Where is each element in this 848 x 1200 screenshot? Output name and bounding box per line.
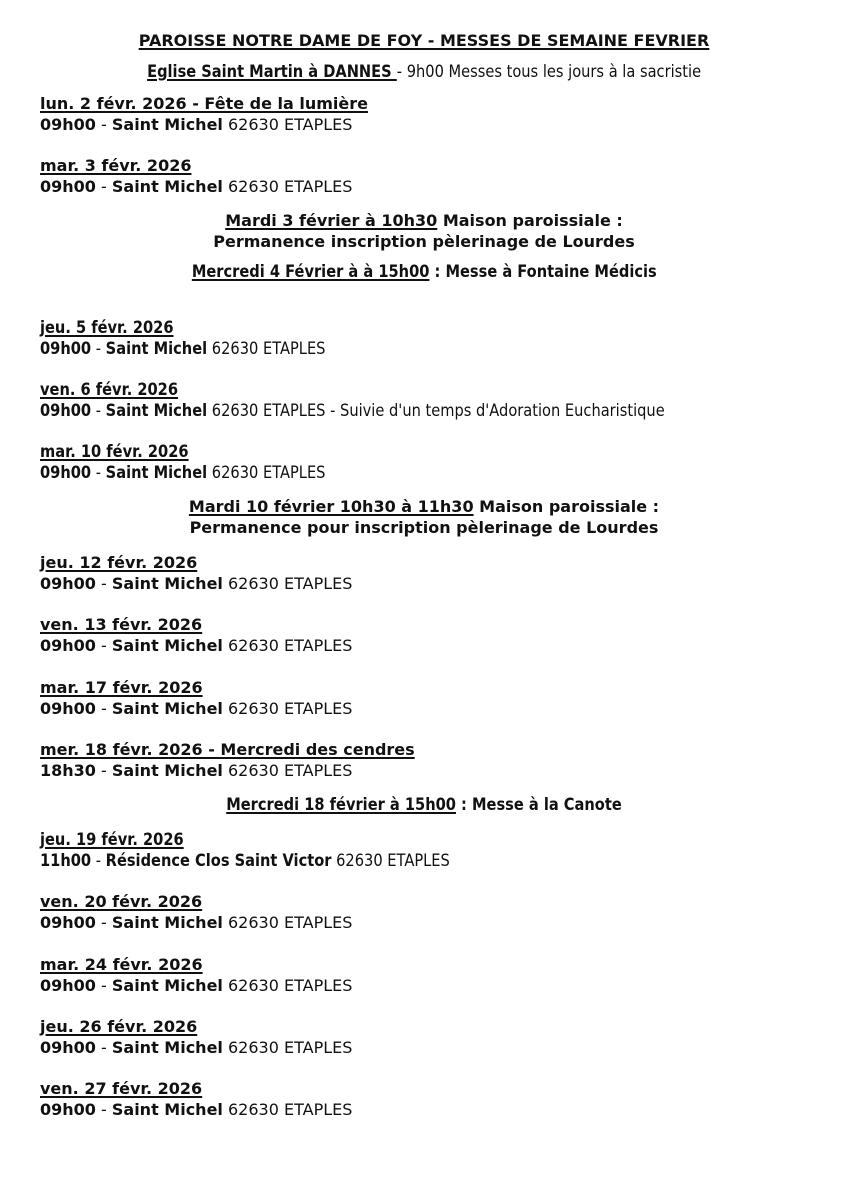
entry-date [40, 740, 415, 760]
announcement-inner [192, 262, 657, 282]
entry-time: 09h00 [40, 1038, 96, 1057]
entry-place: Saint Michel [105, 463, 208, 483]
entry-mass-inner [40, 177, 352, 196]
entry-place: Saint Michel [111, 976, 223, 995]
entry-date-text: lun. 2 févr. 2026 - Fête de la lumière [40, 94, 368, 113]
entry-mass-inner [40, 463, 325, 483]
announcement-1 [0, 211, 848, 231]
entry-place: Saint Michel [111, 699, 223, 718]
entry-separator: - [95, 177, 112, 196]
entry-date-text: ven. 20 févr. 2026 [40, 892, 203, 911]
entry-separator: - [95, 761, 112, 780]
entry-mass-inner [40, 401, 665, 421]
entry-time: 09h00 [40, 574, 96, 593]
entry-city: 62630 ETAPLES [211, 339, 326, 359]
announcement-inner [226, 795, 622, 815]
entry-separator: - [95, 976, 112, 995]
entry-date [40, 442, 213, 462]
entry-date-text: ven. 6 févr. 2026 [40, 380, 179, 400]
entry-city: 62630 ETAPLES [228, 1038, 353, 1057]
entry-date-text: mar. 24 févr. 2026 [40, 955, 203, 974]
entry-mass [40, 574, 352, 594]
entry-separator: - [95, 1038, 112, 1057]
title-text: PAROISSE NOTRE DAME DE FOY - MESSES DE SEMAINE FEVRIER [138, 31, 710, 50]
announcement-text: Permanence inscription pèlerinage de Lourdes [213, 232, 635, 251]
entry-date [40, 1017, 197, 1037]
entry-date-text: mar. 17 févr. 2026 [40, 678, 203, 697]
entry-date [40, 156, 191, 176]
announcement-date: Mardi 10 février 10h30 à 11h30 [188, 497, 474, 516]
entry-mass [40, 913, 352, 933]
entry-date-text: jeu. 5 févr. 2026 [40, 318, 174, 338]
entry-time: 09h00 [40, 636, 96, 655]
entry-city: 62630 ETAPLES [336, 851, 450, 871]
entry-place: Saint Michel [105, 401, 208, 421]
announcement-2 [0, 262, 848, 282]
announcement-text: Maison paroissiale : [473, 497, 660, 516]
entry-time: 18h30 [40, 761, 96, 780]
entry-city: 62630 ETAPLES [211, 401, 326, 421]
entry-city: 62630 ETAPLES [228, 761, 353, 780]
entry-separator: - [95, 699, 112, 718]
entry-place: Saint Michel [111, 177, 223, 196]
entry-date [40, 318, 195, 338]
entry-mass-inner [40, 1100, 352, 1119]
entry-mass [40, 976, 352, 996]
entry-place: Résidence Clos Saint Victor [105, 851, 332, 871]
entry-mass [40, 1100, 352, 1120]
entry-date-text: ven. 27 févr. 2026 [40, 1079, 203, 1098]
entry-separator: - [95, 913, 112, 932]
church-line-inner [147, 62, 701, 82]
announcement-3 [0, 497, 848, 517]
entry-date [40, 615, 202, 635]
entry-date [40, 892, 202, 912]
entry-separator: - [95, 1100, 112, 1119]
entry-time: 09h00 [40, 177, 96, 196]
announcement-date: Mardi 3 février à 10h30 [225, 211, 438, 230]
entry-date [40, 380, 201, 400]
entry-time: 09h00 [40, 401, 92, 421]
entry-date-text: mar. 10 févr. 2026 [40, 442, 189, 462]
entry-time: 09h00 [40, 699, 96, 718]
entry-separator: - [91, 851, 106, 871]
entry-mass-inner [40, 339, 325, 359]
announcement-3-line2 [0, 518, 848, 538]
entry-place: Saint Michel [111, 115, 223, 134]
announcement-date: Mercredi 4 Février à à 15h00 [191, 262, 430, 282]
entry-separator: - [95, 636, 112, 655]
entry-place: Saint Michel [111, 1038, 223, 1057]
entry-date-text: mer. 18 févr. 2026 - Mercredi des cendres [40, 740, 415, 759]
entry-city: 62630 ETAPLES [228, 913, 353, 932]
announcement-text: : Messe à Fontaine Médicis [429, 262, 657, 282]
announcement-date: Mercredi 18 février à 15h00 [226, 795, 456, 815]
entry-city: 62630 ETAPLES [211, 463, 326, 483]
entry-mass [40, 761, 352, 781]
entry-time: 11h00 [40, 851, 92, 871]
church-note: - 9h00 Messes tous les jours à la sacristie [396, 62, 701, 82]
entry-mass [40, 699, 352, 719]
page-title [0, 31, 848, 51]
entry-date-text: ven. 13 févr. 2026 [40, 615, 203, 634]
entry-city: 62630 ETAPLES [228, 115, 353, 134]
entry-separator: - [91, 401, 106, 421]
entry-time: 09h00 [40, 1100, 96, 1119]
entry-time: 09h00 [40, 976, 96, 995]
entry-mass [40, 339, 372, 359]
entry-separator: - [91, 463, 106, 483]
entry-date-text: jeu. 19 févr. 2026 [40, 830, 184, 850]
entry-mass [40, 851, 517, 871]
entry-place: Saint Michel [111, 574, 223, 593]
entry-date-text: jeu. 26 févr. 2026 [40, 1017, 198, 1036]
entry-mass [40, 636, 352, 656]
entry-city: 62630 ETAPLES [228, 177, 353, 196]
entry-date [40, 678, 203, 698]
entry-time: 09h00 [40, 115, 96, 134]
announcement-text: : Messe à la Canote [455, 795, 622, 815]
entry-place: Saint Michel [111, 1100, 223, 1119]
entry-mass [40, 1038, 352, 1058]
entry-mass-inner [40, 636, 352, 655]
entry-city: 62630 ETAPLES [228, 574, 353, 593]
entry-mass-inner [40, 913, 352, 932]
entry-mass [40, 177, 352, 197]
entry-city: 62630 ETAPLES [228, 699, 353, 718]
entry-separator: - [95, 574, 112, 593]
entry-date-text: jeu. 12 févr. 2026 [40, 553, 198, 572]
entry-mass [40, 401, 766, 421]
entry-place: Saint Michel [111, 761, 223, 780]
entry-place: Saint Michel [111, 636, 223, 655]
entry-date-text: mar. 3 févr. 2026 [40, 156, 192, 175]
entry-mass [40, 463, 372, 483]
entry-note: - Suivie d'un temps d'Adoration Eucharistique [325, 401, 665, 421]
announcement-1-line2 [0, 232, 848, 252]
entry-mass-inner [40, 976, 352, 995]
entry-time: 09h00 [40, 339, 92, 359]
announcement-text: Permanence pour inscription pèlerinage de Lourdes [189, 518, 659, 537]
entry-mass [40, 115, 352, 135]
entry-time: 09h00 [40, 913, 96, 932]
announcement-4 [0, 795, 848, 815]
entry-date [40, 94, 368, 114]
entry-city: 62630 ETAPLES [228, 636, 353, 655]
entry-date [40, 830, 207, 850]
entry-date [40, 955, 203, 975]
church-line [0, 62, 848, 82]
announcement-text: Maison paroissiale : [437, 211, 623, 230]
entry-mass-inner [40, 761, 352, 780]
church-name: Eglise Saint Martin à DANNES [147, 62, 397, 82]
entry-date [40, 1079, 202, 1099]
entry-city: 62630 ETAPLES [228, 1100, 353, 1119]
entry-mass-inner [40, 699, 352, 718]
entry-mass-inner [40, 851, 450, 871]
entry-mass-inner [40, 574, 352, 593]
entry-time: 09h00 [40, 463, 92, 483]
entry-date [40, 553, 197, 573]
entry-mass-inner [40, 1038, 352, 1057]
entry-city: 62630 ETAPLES [228, 976, 353, 995]
entry-place: Saint Michel [105, 339, 208, 359]
entry-separator: - [95, 115, 112, 134]
entry-mass-inner [40, 115, 352, 134]
entry-place: Saint Michel [111, 913, 223, 932]
entry-separator: - [91, 339, 106, 359]
